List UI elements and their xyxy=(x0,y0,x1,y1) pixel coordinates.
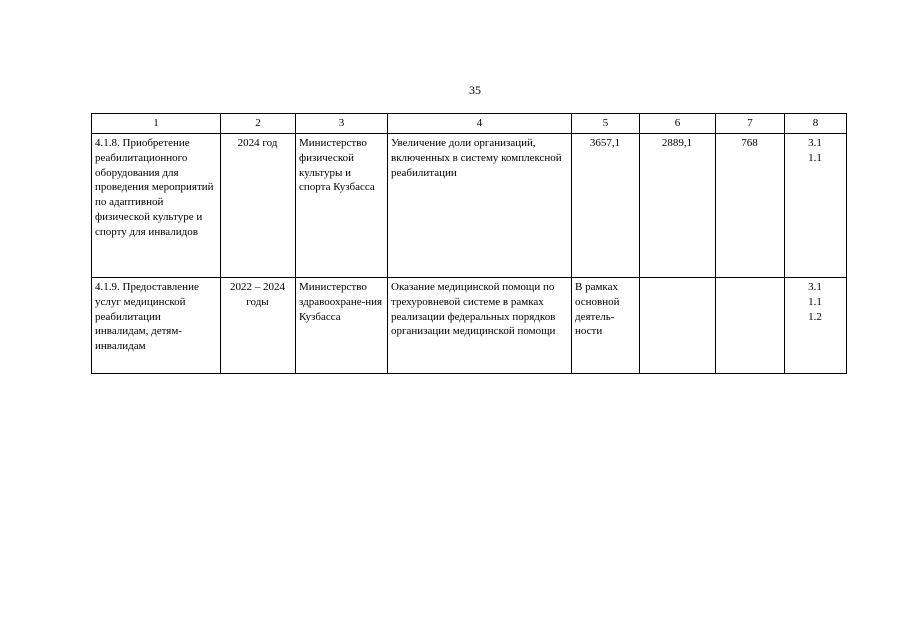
funding-col6-cell xyxy=(640,278,716,374)
indicator-code: 3.1 xyxy=(808,137,822,149)
measure-name-cell: 4.1.9. Предоставление услуг медицинской реабилитации инвалидам, детям-инвалидам xyxy=(92,278,221,374)
header-col-6: 6 xyxy=(640,114,716,134)
header-col-4: 4 xyxy=(388,114,572,134)
result-cell: Оказание медицинской помощи по трехуровневой системе в рамках реализации федеральных порядков организации медицинской помощи xyxy=(388,278,572,374)
indicator-code: 1.2 xyxy=(808,310,822,323)
period-cell: 2024 год xyxy=(221,134,296,278)
header-col-1: 1 xyxy=(92,114,221,134)
table-header-row xyxy=(92,114,847,134)
indicator-code: 3.1 xyxy=(808,281,822,293)
executor-cell: Министерство здравоохране-ния Кузбасса xyxy=(296,278,388,374)
indicator-code: 1.1 xyxy=(808,151,822,164)
executor-cell: Министерство физической культуры и спорта Кузбасса xyxy=(296,134,388,278)
header-col-8: 8 xyxy=(785,114,847,134)
indicator-codes-cell xyxy=(785,278,847,374)
funding-col7-cell: 768 xyxy=(716,134,785,278)
funding-col7-cell xyxy=(716,278,785,374)
header-col-5: 5 xyxy=(572,114,640,134)
header-col-2: 2 xyxy=(221,114,296,134)
funding-total-cell: 3657,1 xyxy=(572,134,640,278)
indicator-code: 1.1 xyxy=(808,295,822,308)
table-row xyxy=(92,278,847,374)
funding-col6-cell: 2889,1 xyxy=(640,134,716,278)
period-cell: 2022 – 2024 годы xyxy=(221,278,296,374)
measures-table xyxy=(91,113,847,374)
page-number: 35 xyxy=(469,83,481,97)
funding-total-cell: В рамках основной деятель-ности xyxy=(572,278,640,374)
result-cell: Увеличение доли организаций, включенных в систему комплексной реабилитации xyxy=(388,134,572,278)
measure-name-cell: 4.1.8. Приобретение реабилитационного оборудования для проведения мероприятий по адаптивной физической культуре и спорту для инвалидов xyxy=(92,134,221,278)
indicator-codes-cell xyxy=(785,134,847,278)
table-row xyxy=(92,134,847,278)
header-col-7: 7 xyxy=(716,114,785,134)
header-col-3: 3 xyxy=(296,114,388,134)
